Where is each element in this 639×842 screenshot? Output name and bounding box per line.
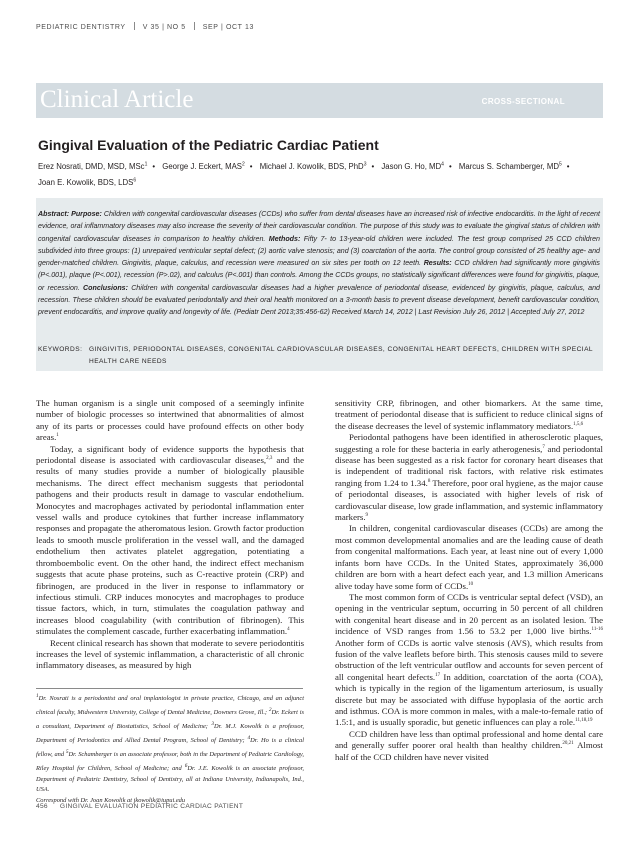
article-category: CROSS-SECTIONAL [481, 97, 565, 106]
journal-date: SEP | OCT 13 [202, 24, 254, 31]
correspondence: Correspond with Dr. Joan Kowolik at jkowolik@iupui.edu [36, 797, 186, 805]
body-column-right [335, 398, 603, 763]
author-affiliations [36, 691, 304, 807]
paragraph: In children, congenital cardiovascular diseases (CCDs) are among the most common developmental anomalies and are the leading cause of death from congenital malformations. Each year, at least nine out of every 1,000 infants born have CCDs. In the United States, approximately 36,000 children are born with a heart defect each year, and 1.3 million Americans alive today have some form of CCDs.$^{10}$ [335, 523, 603, 591]
section-title: Clinical Article [40, 86, 194, 113]
paragraph: Recent clinical research has shown that moderate to severe periodontitis increases the level of systemic inflammation, a characteristic of all chronic inflammatory diseases, as measured by high [36, 637, 304, 671]
author: George J. Eckert, MAS$^2$ [162, 161, 245, 171]
keywords-label: KEYWORDS: [38, 346, 83, 353]
author: Erez Nosrati, DMD, MSD, MSc$^1$ [38, 161, 148, 171]
citation-line: (Pediatr Dent 2013;35:456-62) Received March 14, 2012 | Last Revision July 26, 2012 | Accepted July 27, 2012 [234, 308, 585, 317]
footnote-divider [36, 688, 303, 689]
body-column-left [36, 398, 304, 672]
header-divider [194, 22, 195, 30]
author: Michael J. Kowolik, BDS, PhD$^3$ [259, 161, 367, 171]
section-banner [36, 83, 603, 118]
abstract-box [36, 198, 603, 371]
footnote-text: $^1$Dr. Nosrati is a periodontist and oral implantologist in private practice, Chicago, and an adjunct clinical faculty, Midwestern University, College of Dental Medicine, Downers Grove, Ill.; $^2$Dr. Eckert is a consultant, Department of Biostatistics, School of Medicine; $^3$Dr. M.J. Kowolik is a professor, Department of Periodontics and Allied Dental Program, School of Dentistry; $^4$Dr. Ho is a clinical fellow, and $^5$Dr. Schamberger is an associate professor, both in the Department of Pediatric Cardiology, Riley Hospital for Children, School of Medicine; and $^6$Dr. J.E. Kowolik is an associate professor, Department of Pediatric Dentistry, School of Dentistry, all at Indiana University, Indianapolis, Ind., USA. [36, 693, 304, 794]
author: Joan E. Kowolik, BDS, LDS$^6$ [38, 177, 137, 188]
paragraph: sensitivity CRP, fibrinogen, and other biomarkers. At the same time, treatment of periodontal disease that is sufficient to reduce clinical signs of the disease decreases the level of systemic inflammatory mediators.$^{1,5,6}$ [335, 398, 603, 431]
author-list: Erez Nosrati, DMD, MSD, MSc$^1$ • George J. Eckert, MAS$^2$ • Michael J. Kowolik, BDS, PhD$^3$ • Jason G. Ho, $MD^4$ • Marcus S. Schamberger, $MD^5$ • Joan E. Kowolik, BDS, LDS$^6$ [38, 161, 570, 188]
paragraph: The most common form of CCDs is ventricular septal defect (VSD), an opening in the ventricular septum, occurring in 50 percent of all children with congenital heart disease and in 20 percent as an isolated lesion. The incidence of VSD ranges from 1.56 to 53.2 per 1,000 live births.$^{11-16}$ Another form of CCDs is aortic valve stenosis (AVS), which results from fusion of the valve leaflets before birth. This stenosis causes mild to severe obstruction of the left ventricular outflow and accounts for seven percent of all congenital heart defects.$^{17}$ In addition, coarctation of the aorta (COA), which is typically in the region of the ligamentum arteriosum, is usually discrete but may be associated with diffuse hypoplasia of the aortic arch and isthmus. COA is more common in males, with a male-to-female ratio of 1.5:1, and is usually sporadic, but genetic influences can play a role.$^{11,18,19}$ [335, 591, 604, 728]
paragraph: Periodontal pathogens have been identified in atherosclerotic plaques, suggesting a role for these bacteria in early atherogenesis,$^7$ and periodontal disease has been suggested as a risk factor for coronary heart diseases that is independent of traditional risk factors, with relative risk estimates ranging from 1.24 to 1.34.$^8$ Therefore, poor oral hygiene, as the major cause of periodontal diseases, is associated with higher levels of risk of cardiovascular disease, low grade inflammation, and systemic inflammatory markers.$^9$ [335, 432, 603, 523]
running-header [36, 22, 254, 31]
paragraph: Today, a significant body of evidence supports the hypothesis that periodontal disease is associated with cardiovascular diseases,$^{2,3}$ and the results of many studies provide a number of biologically plausible mechanisms. The direct effect mechanism suggests that periodontal pathogens and their products result in damage to vascular endothelium. Monocytes and macrophages activated by periodontal inflammation enter vessel walls and produce cytokines that further increase inflammatory responses and propagate the atheromatous lesion. Growth factor production leads to smooth muscle proliferation in the vessel wall, and the damaged endothelium then activates platelet aggregation, potentiating a thromboembolic event. On the other hand, the indirect effect mechanism suggests that acute phase proteins, such as C-reactive protein (CRP) and fibrinogen, are produced in the liver in response to inflammatory or infectious stimuli. CRP induces monocytes and macrophages to produce tissue factors, which, in turn, stimulates the coagulation pathway and increases blood coagulability (with contribution of fibrinogen). This stimulates the complement cascade, further exacerbating inflammation.$^4$ [36, 443, 304, 637]
keywords [38, 344, 598, 369]
page-number: 456 [36, 803, 48, 810]
paragraph: CCD children have less than optimal professional and home dental care and generally suffer poorer oral health than healthy children.$^{20,21}$ Almost half of the CCD children have never visited [335, 728, 603, 762]
running-title: GINGIVAL EVALUATION PEDIATRIC CARDIAC PATIENT [59, 803, 244, 810]
header-divider [134, 22, 135, 30]
author: Marcus S. Schamberger, $MD^5$ [458, 161, 562, 171]
article-title: Gingival Evaluation of the Pediatric Cardiac Patient [38, 137, 379, 153]
paragraph: The human organism is a single unit composed of a seemingly infinite number of biologic processes so intertwined that abnormalities of almost any of its parts or processes could have profound effects on other body areas.$^1$ [36, 398, 304, 443]
keywords-text: GINGIVITIS, PERIODONTAL DISEASES, CONGENITAL CARDIOVASCULAR DISEASES, CONGENITAL HEART DEFECTS, CHILDREN WITH SPECIAL HEALTH CARE NEEDS [89, 346, 593, 366]
abstract-text: Abstract: Purpose: Children with congenital cardiovascular diseases (CCDs) who suffer from dental diseases have an increased risk of infective endocarditis. In the light of recent evidence, oral inflammatory diseases may also increase the severity of their cardiovascular condition. The purpose of this study was to evaluate the gingival status of children with congenital cardiovascular diseases in comparison to healthy children. Methods: Fifty 7- to 13-year-old children were included. The test group comprised 25 CCD children subdivided into three groups: (1) unrepaired ventricular septal defect; (2) aortic valve stenosis; and (3) coarctation of the aorta. The control group consisted of 25 healthy age- and gender-matched children. Gingivitis, plaque, calculus, and recession were measured on six sites per tooth on 12 teeth. Results: CCD children had significantly more gingivitis (P<.001), plaque (P<.001), recession (P>.02), and calculus (P<.001) than controls. Among the CCDs groups, no statistically significant differences were found for gingivitis, plaque, or recession. Conclusions: Children with congenital cardiovascular diseases had a higher prevalence of periodontal disease, evidenced by gingivitis, plaque, calculus, and recession. These children should be evaluated periodontally and their oral health monitored on a 3-month basis to prevent disease development, benefit cardiovascular condition, prevent endocarditis, and improve quality and longevity of life. (Pediatr Dent 2013;35:456-62) Received March 14, 2012 | Last Revision July 26, 2012 | Accepted July 27, 2012 [38, 210, 600, 317]
journal-volume: V 35 | NO 5 [142, 24, 186, 31]
page-footer [36, 803, 243, 810]
author: Jason G. Ho, $MD^4$ [381, 161, 444, 171]
journal-name: PEDIATRIC DENTISTRY [36, 24, 126, 31]
